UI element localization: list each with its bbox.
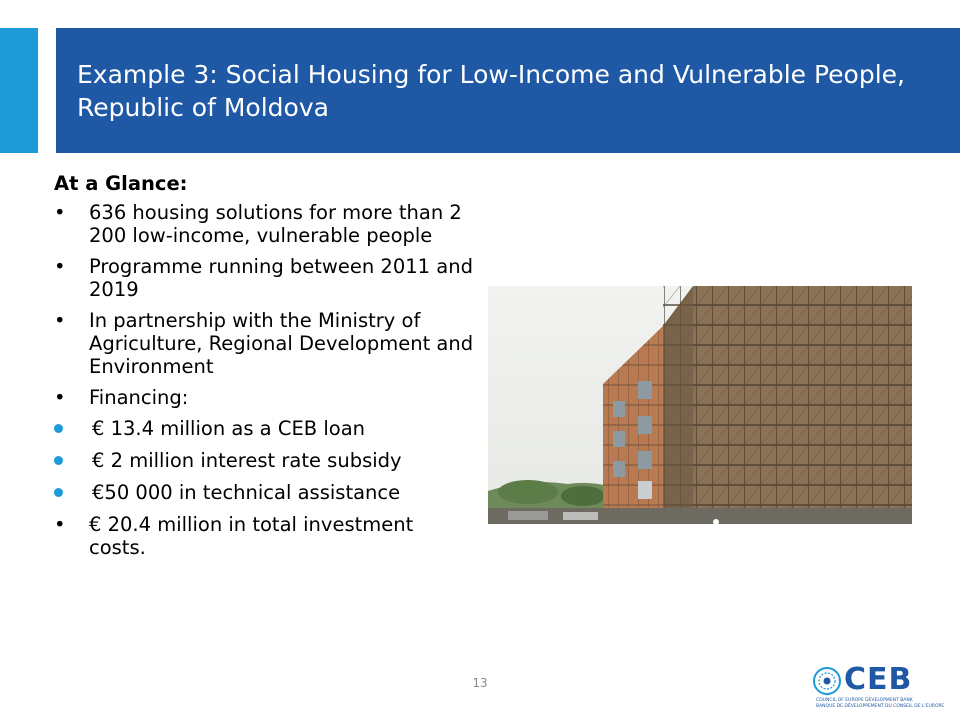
bullet-text: € 20.4 million in total investment costs. xyxy=(89,513,414,559)
sub-bullet-text: €50 000 in technical assistance xyxy=(92,481,401,504)
ceb-emblem-icon xyxy=(812,666,842,696)
list-item xyxy=(54,513,474,559)
sub-list-item xyxy=(54,481,474,504)
section-heading: At a Glance: xyxy=(54,172,188,195)
bullet-dot: • xyxy=(54,309,66,332)
financing-sublist xyxy=(89,417,474,504)
list-item xyxy=(54,386,474,504)
list-item xyxy=(54,309,474,378)
list-item xyxy=(54,201,474,247)
sub-bullet-dot xyxy=(54,424,63,433)
bullet-text: 636 housing solutions for more than 2 200 low-income, vulnerable people xyxy=(89,201,462,247)
building-photo xyxy=(488,286,912,524)
sub-list-item xyxy=(54,417,474,440)
bullet-dot: • xyxy=(54,513,66,536)
page-number: 13 xyxy=(472,676,488,690)
logo-wordmark: CEB xyxy=(844,662,913,697)
bullet-dot: • xyxy=(54,255,66,278)
bullet-list xyxy=(54,201,474,559)
bullet-dot: • xyxy=(54,386,66,409)
bullet-dot: • xyxy=(54,201,66,224)
list-item xyxy=(54,255,474,301)
logo-line-1: COUNCIL OF EUROPE DEVELOPMENT BANK xyxy=(816,698,913,703)
sub-bullet-text: € 13.4 million as a CEB loan xyxy=(92,417,365,440)
bullet-text: Financing: xyxy=(89,386,189,409)
slide-title: Example 3: Social Housing for Low-Income and Vulnerable People, Republic of Moldova xyxy=(77,60,905,122)
sub-bullet-dot xyxy=(54,456,63,465)
sub-list-item xyxy=(54,449,474,472)
sub-bullet-dot xyxy=(54,488,63,497)
accent-bar xyxy=(0,28,38,153)
bullet-text: Programme running between 2011 and 2019 xyxy=(89,255,473,301)
logo-line-2: BANQUE DE DÉVELOPPEMENT DU CONSEIL DE L'EUROPE xyxy=(816,704,945,709)
content-area xyxy=(54,172,474,567)
title-bar xyxy=(56,28,960,153)
bullet-text: In partnership with the Ministry of Agriculture, Regional Development and Environment xyxy=(89,309,474,378)
ceb-logo xyxy=(812,662,945,710)
sub-bullet-text: € 2 million interest rate subsidy xyxy=(92,449,402,472)
